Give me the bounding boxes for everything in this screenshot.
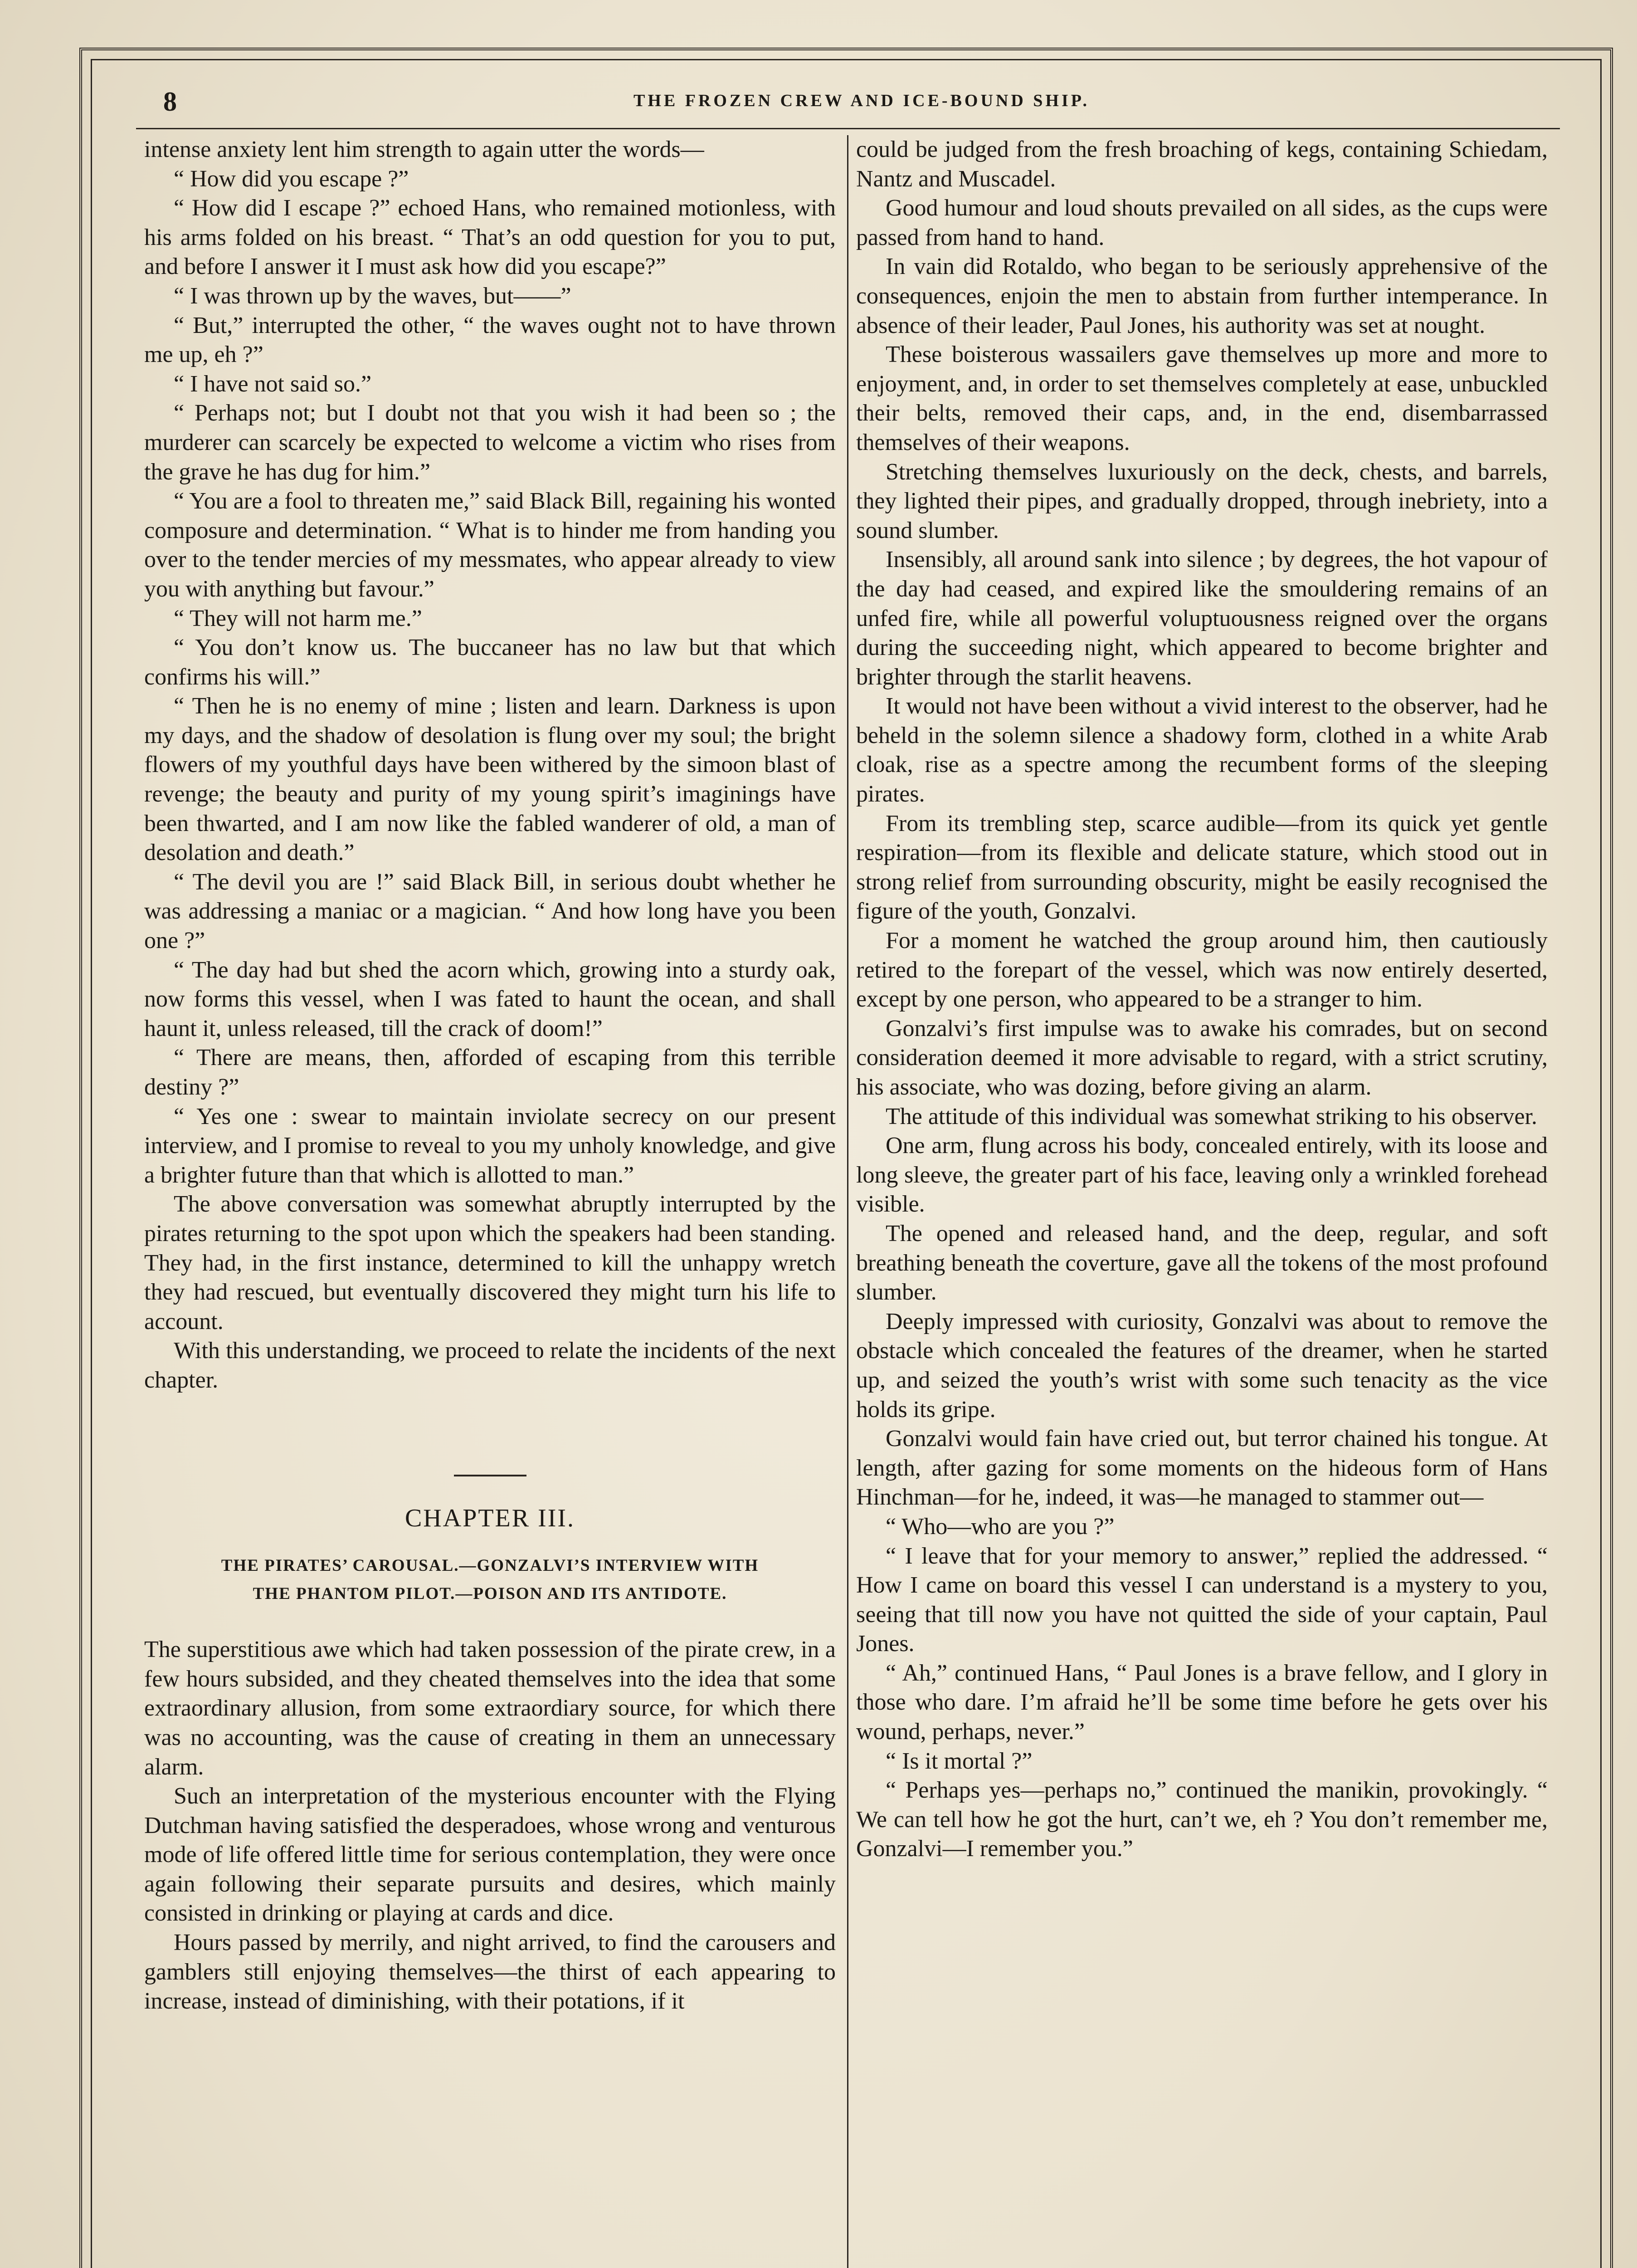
right-column [856,135,1548,2268]
paragraph: “ You are a fool to threaten me,” said Black Bill, regaining his wonted composure and determination. “ What is to hinder me from handing you over to the tender mercies of my messmates, who appear already to view you with anything but favour.” [144,488,836,602]
paragraph: “ I have not said so.” [174,371,372,397]
paragraph: Gonzalvi would fain have cried out, but terror chained his tongue. At length, after gazing for some moments on the hideous form of Hans Hinchman—for he, indeed, it was—he managed to stammer out— [856,1426,1548,1510]
paragraph: “ But,” interrupted the other, “ the waves ought not to have thrown me up, eh ?” [144,312,836,368]
paragraph: “ Ah,” continued Hans, “ Paul Jones is a brave fellow, and I glory in those who dare. I’m afraid he’ll be some time before he gets over his wound, perhaps, never.” [856,1660,1548,1745]
paragraph: “ They will not harm me.” [174,605,422,631]
paragraph: The above conversation was somewhat abruptly interrupted by the pirates returning to the spot upon which the speakers had been standing. They had, in the first instance, determined to kill the unhappy wretch they had rescued, but eventually discovered they might turn his life to account. [144,1191,836,1334]
paragraph: “ Who—who are you ?” [886,1513,1115,1540]
chapter-summary [144,1552,836,1608]
paragraph: From its trembling step, scarce audible—from its quick yet gentle respiration—from its flexible and delicate stature, which stood out in strong relief from surrounding obscurity, might be easily recognised the figure of the youth, Gonzalvi. [856,810,1548,924]
chapter-divider [454,1475,526,1476]
chapter-heading: CHAPTER III. [404,1504,575,1532]
paragraph: could be judged from the fresh broaching of kegs, containing Schiedam, Nantz and Muscadel. [856,137,1548,192]
paragraph: “ I was thrown up by the waves, but——” [174,283,571,309]
paragraph: One arm, flung across his body, concealed entirely, with its loose and long sleeve, the greater part of his face, leaving only a wrinkled forehead visible. [856,1133,1548,1217]
chapter-summary-line: THE PHANTOM PILOT.—POISON AND ITS ANTIDOTE. [253,1584,727,1603]
column-rule [847,135,848,2268]
paragraph: These boisterous wassailers gave themselves up more and more to enjoyment, and, in order to set themselves completely at ease, unbuckled their belts, removed their caps, and, in the end, disembarrassed themselves of their weapons. [856,342,1548,455]
paragraph: “ You don’t know us. The buccaneer has no law but that which confirms his will.” [144,635,836,690]
paragraph: The superstitious awe which had taken possession of the pirate crew, in a few hours subsided, and they cheated themselves into the idea that some extraordinary allusion, from some extraordiary source, for which there was no accounting, was the cause of creating in them an unnecessary alarm. [144,1637,836,1780]
paragraph: “ Then he is no enemy of mine ; listen and learn. Darkness is upon my days, and the shadow of desolation is flung over my soul; the bright flowers of my youthful days have been withered by the simoon blast of revenge; the beauty and purity of my young spirit’s imaginings have been thwarted, and I am now like the fabled wanderer of old, a man of desolation and death.” [144,693,836,866]
paragraph: “ I leave that for your memory to answer,” replied the addressed. “ How I came on board this vessel I can understand is a mystery to you, seeing that till now you have not quitted the side of your captain, Paul Jones. [856,1543,1548,1657]
paragraph: Gonzalvi’s first impulse was to awake his comrades, but on second consideration deemed it more advisable to regard, with a strict scrutiny, his associate, who was dozing, before giving an alarm. [856,1015,1548,1100]
paragraph: “ Perhaps not; but I doubt not that you wish it had been so ; the murderer can scarcely be expected to welcome a victim who rises from the grave he has dug for him.” [144,400,836,485]
header-rule [136,128,1560,129]
paragraph: It would not have been without a vivid interest to the observer, had he beheld in the solemn silence a shadowy form, clothed in a white Arab cloak, rise as a spectre among the recumbent forms of the sleeping pirates. [856,693,1548,807]
paragraph: For a moment he watched the group around him, then cautiously retired to the forepart of the vessel, which was now entirely deserted, except by one person, who appeared to be a stranger to him. [856,928,1548,1012]
paragraph: “ How did you escape ?” [174,166,409,192]
paragraph: The opened and released hand, and the deep, regular, and soft breathing beneath the coverture, gave all the tokens of the most profound slumber. [856,1220,1548,1305]
paragraph: Stretching themselves luxuriously on the deck, chests, and barrels, they lighted their pipes, and gradually dropped, through inebriety, into a sound slumber. [856,459,1548,543]
chapter-summary-line: THE PIRATES’ CAROUSAL.—GONZALVI’S INTERVIEW WITH [221,1556,759,1575]
paragraph: “ How did I escape ?” echoed Hans, who remained motionless, with his arms folded on his breast. “ That’s an odd question for you to put, and before I answer it I must ask how did you escape?” [144,195,836,280]
paragraph: Deeply impressed with curiosity, Gonzalvi was about to remove the obstacle which concealed the features of the dreamer, when he started up, and seized the youth’s wrist with some such tenacity as the vice holds its gripe. [856,1308,1548,1422]
left-column [144,135,836,2268]
paragraph: “ The day had but shed the acorn which, growing into a sturdy oak, now forms this vessel, when I was fated to haunt the ocean, and shall haunt it, unless released, till the crack of doom!” [144,957,836,1041]
running-title: THE FROZEN CREW AND ICE-BOUND SHIP. [633,91,1090,110]
paragraph: “ Perhaps yes—perhaps no,” continued the manikin, provokingly. “ We can tell how he got the hurt, can’t we, eh ? You don’t remember me, Gonzalvi—I remember you.” [856,1777,1548,1862]
paragraph: Insensibly, all around sank into silence ; by degrees, the hot vapour of the day had ceased, and expired like the smouldering remains of an unfed fire, while all powerful voluptuousness reigned over the organs during the succeeding night, which appeared to become brighter and brighter through the starlit heavens. [856,547,1548,690]
paragraph: The attitude of this individual was somewhat striking to his observer. [886,1103,1538,1129]
page-header [154,86,1569,127]
paragraph: With this understanding, we proceed to relate the incidents of the next chapter. [144,1338,836,1393]
paragraph: Good humour and loud shouts prevailed on all sides, as the cups were passed from hand to hand. [856,195,1548,250]
paragraph: “ Is it mortal ?” [886,1748,1033,1774]
paragraph: “ Yes one : swear to maintain inviolate secrecy on our present interview, and I promise to reveal to you my unholy knowledge, and give a brighter future than that which is allotted to man.” [144,1103,836,1188]
paragraph: “ There are means, then, afforded of escaping from this terrible destiny ?” [144,1045,836,1100]
paragraph: Hours passed by merrily, and night arrived, to find the carousers and gamblers still enjoying themselves—the thirst of each appearing to increase, instead of diminishing, with their potations, if it [144,1930,836,2014]
page-number: 8 [163,87,177,117]
paragraph: Such an interpretation of the mysterious encounter with the Flying Dutchman having satisfied the desperadoes, whose wrong and venturous mode of life offered little time for serious contemplation, they were once again following their separate pursuits and desires, which mainly consisted in drinking or playing at cards and dice. [144,1783,836,1926]
paragraph: In vain did Rotaldo, who began to be seriously apprehensive of the consequences, enjoin the men to abstain from further intemperance. In absence of their leader, Paul Jones, his authority was set at nought. [856,254,1548,338]
paragraph: “ The devil you are !” said Black Bill, in serious doubt whether he was addressing a maniac or a magician. “ And how long have you been one ?” [144,869,836,954]
paragraph: intense anxiety lent him strength to again utter the words— [144,137,704,162]
